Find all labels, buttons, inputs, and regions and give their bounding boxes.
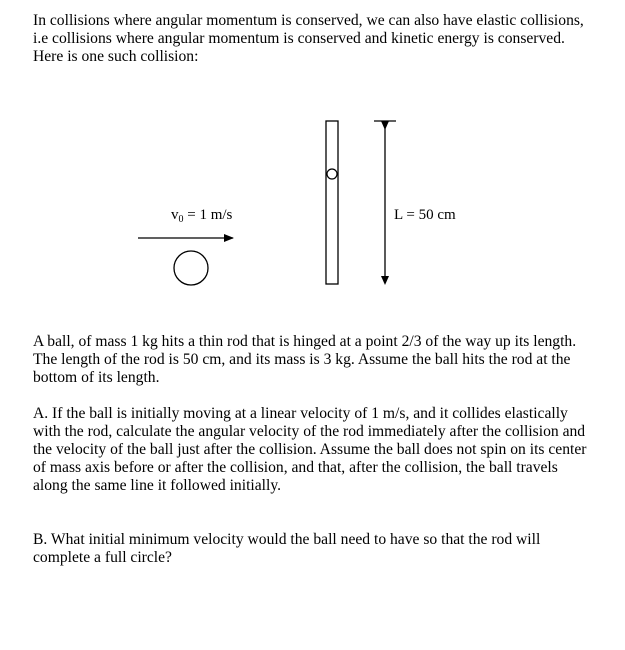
setup-line: A ball, of mass 1 kg hits a thin rod that is hinged at a point 2/3 of the way up its length. (33, 333, 577, 350)
hinge-pivot (327, 169, 337, 179)
length-label: L = 50 cm (394, 207, 456, 223)
intro-line: i.e collisions where angular momentum is conserved and kinetic energy is conserved. (33, 30, 565, 47)
velocity-label (171, 207, 233, 225)
velocity-subscript: 0 (178, 214, 184, 225)
part-b-line: complete a full circle? (33, 549, 172, 566)
ball (174, 251, 208, 285)
part-a-line: of mass axis before or after the collision, and that, after the collision, the ball travels (33, 459, 558, 476)
part-a-line: the velocity of the ball just after the collision. Assume the ball does not spin on its center (33, 441, 587, 458)
part-b-question (33, 531, 603, 567)
part-a-line: along the same line it followed initially. (33, 477, 281, 494)
setup-line: The length of the rod is 50 cm, and its mass is 3 kg. Assume the ball hits the rod at the (33, 351, 571, 368)
rod (326, 121, 338, 284)
length-arrow-top (381, 121, 389, 130)
intro-line: In collisions where angular momentum is conserved, we can also have elastic collisions, (33, 12, 584, 29)
velocity-symbol: v (171, 207, 179, 223)
setup-paragraph (33, 333, 603, 387)
part-b-line: B. What initial minimum velocity would the ball need to have so that the rod will (33, 531, 541, 548)
part-a-line: A. If the ball is initially moving at a linear velocity of 1 m/s, and it collides elastically (33, 405, 568, 422)
velocity-value: = 1 m/s (183, 207, 233, 223)
length-arrow-bottom (381, 276, 389, 285)
intro-line: Here is one such collision: (33, 48, 199, 65)
setup-line: bottom of its length. (33, 369, 160, 386)
part-a-question (33, 405, 603, 495)
part-a-line: with the rod, calculate the angular velocity of the rod immediately after the collision and (33, 423, 586, 440)
